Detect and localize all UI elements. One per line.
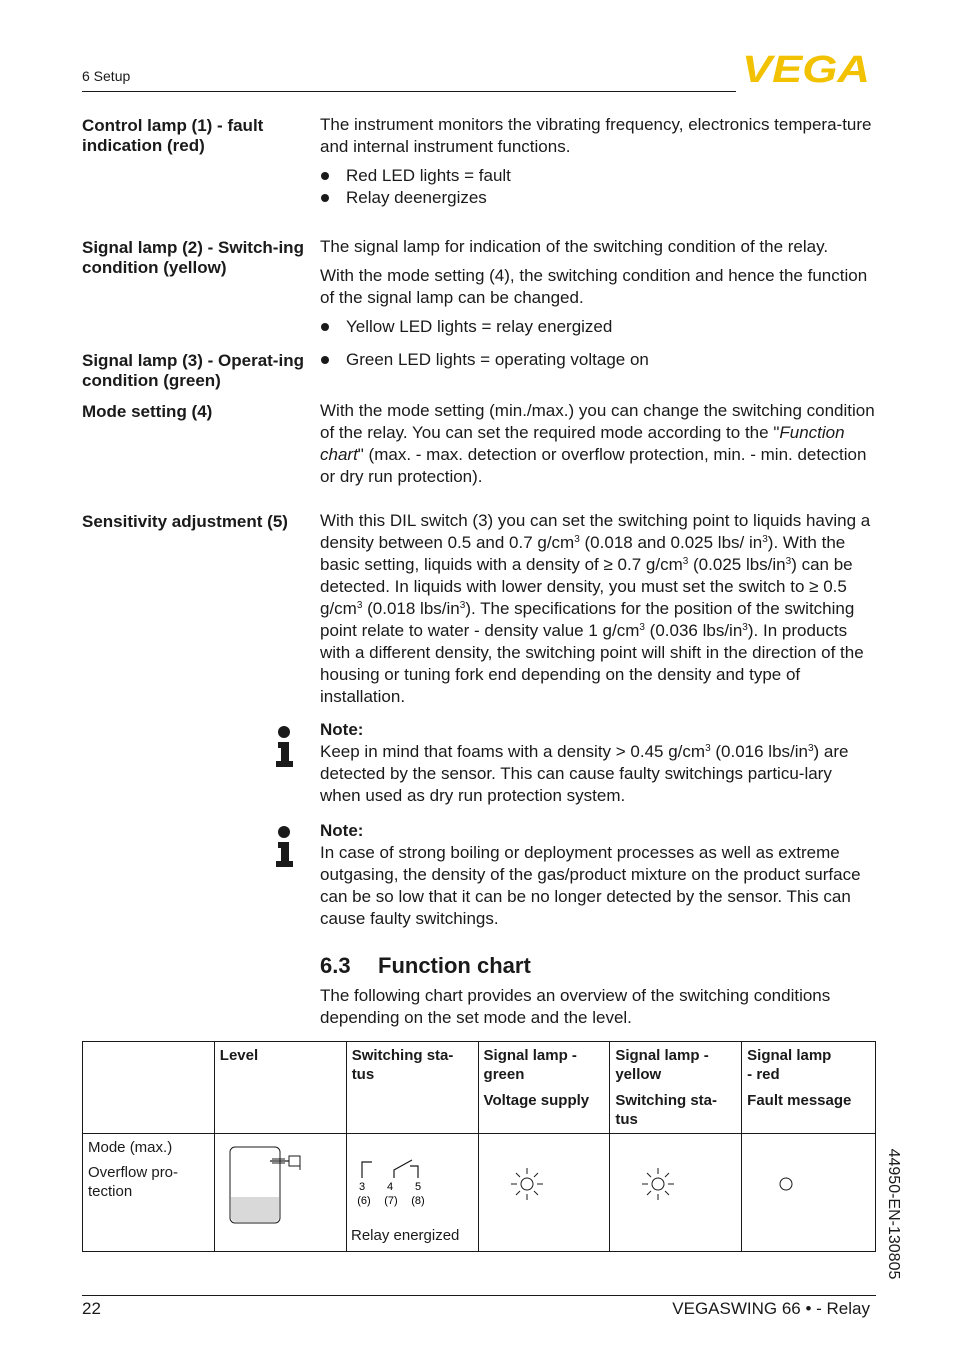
list-item: Green LED lights = operating voltage on xyxy=(320,349,876,371)
section-title: Function chart xyxy=(378,953,531,978)
note-2 xyxy=(320,820,876,930)
note-text: In case of strong boiling or deployment processes as well as extreme outgasing, the density of the gas/product mixture on the product surface can be so low that it can be no longer detected by the sensor. This can cause faulty switchings. xyxy=(320,843,861,928)
note-title: Note: xyxy=(320,720,364,739)
info-icon xyxy=(275,726,295,768)
terminal-label-alt: (6) xyxy=(356,1195,371,1207)
mode-text-b: " (max. - max. detection or overflow protection, min. - min. detection or dry run protection). xyxy=(320,445,867,486)
table-row xyxy=(83,1134,876,1252)
control-lamp-description: The instrument monitors the vibrating frequency, electronics tempera-ture and internal instrument functions. xyxy=(320,115,872,156)
note-title: Note: xyxy=(320,821,364,840)
relay-contact-icon xyxy=(356,1156,436,1208)
footer-title: VEGASWING 66 • - Relay xyxy=(672,1299,870,1318)
header-empty xyxy=(83,1042,215,1134)
mode-text-a: With the mode setting (min./max.) you can change the switching condition of the relay. You can set the required mode according to the " xyxy=(320,401,875,442)
text-signal-lamp-operating xyxy=(320,349,876,371)
terminal-label: 3 xyxy=(358,1181,365,1193)
footer-rule xyxy=(82,1295,876,1296)
lamp-on-icon xyxy=(638,1164,678,1204)
info-icon xyxy=(275,826,295,868)
mode-change-description: With the mode setting (4), the switching condition and hence the function of the signal lamp can be changed. xyxy=(320,266,868,307)
list-item: Red LED lights = fault xyxy=(320,165,876,187)
label-sensitivity: Sensitivity adjustment (5) xyxy=(82,512,288,531)
text-mode-setting xyxy=(320,400,876,488)
mode-cell xyxy=(83,1134,215,1252)
header-green: Signal lamp - green Voltage supply xyxy=(478,1042,610,1134)
section-heading xyxy=(320,953,531,979)
green-lamp-cell xyxy=(478,1134,610,1252)
mode-description: Overflow pro-tection xyxy=(88,1164,179,1200)
vega-logo xyxy=(742,52,872,84)
header-section: 6 Setup xyxy=(82,68,131,84)
label-signal-lamp-switching: Signal lamp (2) - Switch-ing condition (yellow) xyxy=(82,238,304,277)
header-switching-status: Switching sta-tus xyxy=(346,1042,478,1134)
section-intro: The following chart provides an overview of the switching conditions depending on the set mode and the level. xyxy=(320,986,831,1027)
text-control-lamp xyxy=(320,114,876,209)
terminal-label-alt: (7) xyxy=(383,1195,398,1207)
list-item: Relay deenergizes xyxy=(320,187,876,209)
vessel-level-icon xyxy=(225,1140,315,1226)
list-item: Yellow LED lights = relay energized xyxy=(320,316,876,338)
label-control-lamp: Control lamp (1) - fault indication (red) xyxy=(82,116,264,155)
lamp-on-icon xyxy=(507,1164,547,1204)
section-number: 6.3 xyxy=(320,953,351,978)
terminal-label: 5 xyxy=(414,1181,421,1193)
note-1: Note: Keep in mind that foams with a density > 0.45 $g/cm^3$ (0.016 lbs/$in^3$) are detected by the sensor. This can cause faulty switchings particu-lary when used as dry run protection system. xyxy=(320,719,876,807)
terminal-label: 4 xyxy=(386,1181,393,1193)
label-mode-setting: Mode setting (4) xyxy=(82,402,213,421)
red-lamp-cell xyxy=(742,1134,876,1252)
relay-state-label: Relay energized xyxy=(351,1227,460,1244)
text-sensitivity: With this DIL switch (3) you can set the switching point to liquids having a density between 0.5 and 0.7 $g/cm^3$ (0.018 and 0.025 lbs/ $in^3$). With the basic setting, liquids with a density of ≥ 0.7 $g/cm^3$ (0.025 lbs/$in^3$) can be detected. In liquids with lower density, you must set the switch to ≥ 0.5 $g/cm^3$ (0.018 lbs/$in^3$). The specifications for the position of the switching point relate to water - density value 1 $g/cm^3$ (0.036 lbs/$in^3$). In products with a different density, the switching point will shift in the direction of the housing or tuning fork end depending on the density and type of installation. xyxy=(320,511,871,706)
mode-text-em: Function chart xyxy=(320,423,845,464)
text-signal-lamp-switching xyxy=(320,236,876,338)
function-chart-table xyxy=(82,1041,876,1252)
document-code: 44950-EN-130805 xyxy=(885,1148,902,1280)
page-number: 22 xyxy=(82,1299,101,1318)
yellow-lamp-cell xyxy=(610,1134,742,1252)
svg-text:VEGA: VEGA xyxy=(742,52,870,84)
label-signal-lamp-operating: Signal lamp (3) - Operat-ing condition (green) xyxy=(82,351,304,390)
mode-label: Mode (max.) xyxy=(88,1139,173,1156)
signal-lamp-description: The signal lamp for indication of the switching condition of the relay. xyxy=(320,237,829,256)
terminal-label-alt: (8) xyxy=(410,1195,425,1207)
header-yellow: Signal lamp - yellow Switching sta-tus xyxy=(610,1042,742,1134)
table-header-row xyxy=(83,1042,876,1134)
header-rule xyxy=(82,91,736,92)
header-level: Level xyxy=(214,1042,346,1134)
header-red: Signal lamp - red Fault message xyxy=(742,1042,876,1134)
level-cell xyxy=(214,1134,346,1252)
lamp-off-icon xyxy=(776,1174,796,1194)
